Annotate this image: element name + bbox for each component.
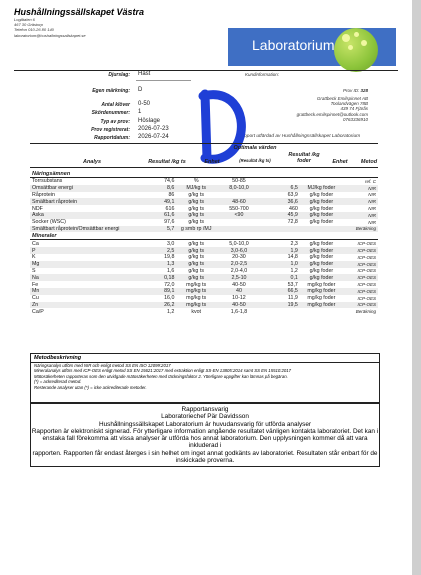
prov-id-value: 328 (360, 88, 368, 93)
cell-enhet: g/kg ts (188, 254, 204, 261)
col-header-optimala: Optimala värden (233, 145, 277, 151)
cell-enhet-foder (300, 308, 343, 315)
cell-enhet-foder: mg/kg foder (300, 302, 343, 309)
section-header (30, 170, 378, 178)
cell-resultat-ts: 61,6 (133, 212, 176, 219)
label-prov-registrerat: Prov registrerat: (91, 127, 130, 133)
cell-resultat-ts: 97,6 (164, 219, 175, 226)
cell-enhet: g/kg ts (176, 198, 216, 205)
value-prov-registrerat: 2026-07-23 (138, 126, 169, 132)
customer-line: grattbeck.emilspinnet@outlook.com (296, 111, 368, 117)
cell-optimala (216, 219, 262, 226)
cell-analys: Råprotein (32, 191, 55, 198)
cell-enhet-foder: g/kg foder (309, 254, 334, 261)
cell-optimala: 40-50 (232, 281, 246, 288)
cell-resultat-ts: 86 (168, 191, 175, 198)
customer-line: Toolandvägen 78B (330, 101, 368, 107)
lab-title: Laboratorium (252, 37, 335, 53)
cell-analys: Socker (WSC) (32, 219, 66, 226)
cell-optimala (216, 226, 262, 233)
cell-enhet-foder: g/kg foder (300, 261, 343, 268)
cell-enhet: mg/kg ts (176, 302, 216, 309)
cell-metod: Beräkning (343, 226, 378, 233)
customer-line: Grattbeck Emilspinnet AB (316, 96, 368, 101)
results-table (30, 170, 378, 315)
cell-resultat-foder (262, 178, 300, 185)
org-header (14, 7, 174, 38)
responsible-line: enstaka fall förekomma att vissa analyser är utförda hos annat laboratorium. Den upplysningen kommer då att vara inkluderad i (42, 435, 368, 450)
table-row (30, 226, 378, 233)
cell-enhet-foder (300, 178, 343, 185)
table-row (30, 185, 378, 192)
cell-resultat-foder: 460 (289, 205, 298, 212)
cell-resultat-foder: 36,6 (262, 198, 300, 205)
responsible-line: rapporten. Rapporten får endast återges i sin helhet om inget annat godkänts av laboratoriet. Resultaten står enbart för de (32, 449, 378, 457)
cell-metod: ref. C (364, 178, 376, 184)
cell-metod: ICP-OES (343, 247, 378, 254)
cell-resultat-ts: 89,1 (133, 288, 176, 295)
cell-resultat-foder: 53,7 (287, 281, 298, 288)
method-description-box (30, 353, 380, 403)
customer-address (240, 96, 368, 122)
cell-optimala: 2,5-10 (216, 274, 262, 281)
section-title: Näringsämnen (30, 170, 378, 178)
customer-line: 439 74 Fjärås (340, 106, 368, 112)
org-email: laboratorium@hushallningssallskapet.se (14, 32, 86, 38)
cell-enhet-foder: g/kg foder (309, 240, 334, 247)
table-top-rule (30, 143, 378, 144)
cell-resultat-ts: 1,3 (133, 261, 176, 268)
cell-optimala: 5,0-10,0 (229, 240, 249, 247)
cell-resultat-ts: 72,0 (164, 281, 175, 288)
label-rapportdatum: Rapportdatum: (94, 135, 130, 141)
cell-metod: Beräkning (355, 309, 376, 315)
cell-optimala: 40-50 (216, 302, 262, 309)
cell-resultat-foder: 1,0 (262, 261, 300, 268)
cell-resultat-foder: 72,8 (287, 219, 298, 226)
report-responsible-box (30, 403, 380, 467)
value-typ-av-prov: Höslage (138, 118, 161, 124)
cell-metod: NIR (368, 206, 376, 212)
cell-analys: Torrsubstans (32, 178, 63, 185)
cell-metod: NIR (368, 219, 376, 225)
cell-resultat-foder: 1,2 (290, 267, 298, 274)
cell-enhet: g/kg ts (188, 191, 204, 198)
cell-enhet: g/kg ts (188, 205, 204, 212)
cell-analys: Na (30, 274, 133, 281)
cell-resultat-ts: 5,7 (133, 226, 176, 233)
method-line: Näringsanalys utförs med NIR och enligt metod SS EN ISO 12099:2017 (34, 363, 171, 368)
cell-enhet-foder: g/kg foder (300, 274, 343, 281)
label-typ-av-prov: Typ av prov: (100, 119, 130, 125)
method-title: Metodbeskrivning (31, 354, 379, 363)
cell-enhet: kvot (191, 308, 202, 315)
table-row (30, 274, 378, 281)
table-row (30, 261, 378, 268)
cell-resultat-foder: 2,3 (290, 240, 298, 247)
handwritten-d-mark (195, 88, 250, 168)
org-phone: Telefon 010-26 80 140 (14, 27, 54, 33)
cell-optimala: 1,6-1,8 (230, 308, 248, 315)
cell-metod: ICP-OES (357, 295, 376, 301)
cell-resultat-foder: 6,5 (262, 185, 300, 192)
cell-resultat-ts: 49,1 (133, 198, 176, 205)
table-row (30, 254, 378, 261)
cell-enhet-foder: g/kg foder (300, 247, 343, 254)
label-antal-klover: Antal klöver (101, 102, 130, 108)
responsible-line: Rapporten är elektroniskt signerad. För ytterligare information angående resultatet vänligen kontakta laboratoriet. Det kan i (31, 427, 379, 435)
cell-metod: ICP-OES (343, 261, 378, 268)
cell-analys: Aska (30, 212, 133, 219)
cell-resultat-ts: 19,8 (164, 254, 175, 261)
cell-resultat-foder: 0,1 (262, 274, 300, 281)
cell-resultat-ts: 616 (165, 205, 175, 212)
cell-metod: ICP-OES (343, 302, 378, 309)
label-skordenummer: Skördenummer: (91, 110, 130, 116)
table-row (30, 308, 378, 315)
cell-enhet: g/kg ts (176, 261, 216, 268)
cell-enhet-foder: g/kg foder (309, 191, 334, 198)
cell-metod: ICP-OES (357, 241, 376, 247)
cell-optimala (216, 192, 262, 199)
value-skordenummer: 1 (138, 109, 142, 115)
cell-optimala: 40 (216, 288, 262, 295)
cell-resultat-ts: 2,5 (133, 247, 176, 254)
cell-analys: Ca/P (32, 308, 44, 315)
cell-enhet-foder (300, 226, 343, 233)
cell-resultat-ts: 8,6 (133, 185, 176, 192)
cell-enhet: g/kg ts (188, 240, 204, 247)
cell-resultat-foder (262, 226, 300, 233)
cell-resultat-ts: 26,2 (133, 302, 176, 309)
table-row (30, 295, 378, 302)
cell-optimala: 8,0-10,0 (216, 185, 262, 192)
cell-analys: Ca (32, 240, 39, 247)
cell-metod: NIR (343, 212, 378, 219)
cell-enhet: g/kg ts (176, 247, 216, 254)
cell-analys: Mn (30, 288, 133, 295)
table-row (30, 212, 378, 219)
cell-analys: Zn (30, 302, 133, 309)
cell-optimala: 48-60 (216, 198, 262, 205)
col-header-analys: Analys (82, 159, 102, 165)
cell-enhet-foder: g/kg foder (300, 212, 343, 219)
cell-enhet-foder: mg/kg foder (307, 295, 336, 302)
cell-resultat-foder: 1,9 (262, 247, 300, 254)
cell-enhet-foder: mg/kg foder (300, 288, 343, 295)
cell-analys: Mg (30, 261, 133, 268)
cell-resultat-foder (262, 308, 300, 315)
cell-optimala: 2,0-4,0 (230, 267, 248, 274)
org-name: Hushållningssällskapet Västra (14, 7, 145, 17)
table-row (30, 288, 378, 295)
value-egen-markning: D (138, 87, 143, 93)
prov-id-label: Prov ID: (342, 88, 360, 93)
cell-analys: Smältbart råprotein (30, 198, 133, 205)
cell-resultat-foder: 11,9 (287, 295, 298, 302)
cell-metod: ICP-OES (357, 282, 376, 288)
prov-id (270, 88, 368, 93)
section-header (30, 232, 378, 240)
cell-metod: ICP-OES (343, 274, 378, 281)
col-header-enhet2: Enhet (332, 159, 348, 165)
cell-resultat-ts: 3,0 (167, 240, 175, 247)
cell-resultat-ts: 1,6 (167, 267, 175, 274)
org-address-line: Logåtalen 6 (14, 17, 35, 22)
cell-enhet-foder: g/kg foder (300, 198, 343, 205)
method-line: (*) = ackrediterad metod. (34, 379, 82, 385)
cell-optimala: 10-12 (232, 295, 246, 302)
cell-enhet-foder: g/kg foder (309, 219, 334, 226)
cell-enhet: g/kg ts (176, 274, 216, 281)
cell-resultat-ts: 1,2 (167, 308, 175, 315)
cell-analys: Smältbart råprotein/Omsättbar energi (30, 226, 133, 233)
table-row (30, 240, 378, 247)
customer-info-label: Kundinformation: (245, 72, 280, 77)
method-line: Mineralanalys utförs med ICP-OES enligt metod SS EN 15621:2017 med extraktion enligt SS-EN 13805:2014 samt SS EN 15510:2017 (34, 368, 292, 374)
header-divider (14, 70, 398, 71)
cell-enhet: % (193, 178, 199, 185)
table-row (30, 198, 378, 205)
table-row (30, 178, 378, 185)
table-row (30, 219, 378, 226)
value-djurslag: Häst (138, 71, 151, 77)
value-antal-klover: 0-50 (138, 101, 151, 107)
cell-optimala: 550-700 (229, 205, 249, 212)
method-line: Resterande analyser utan (*) = icke ackrediterade metoder. (34, 384, 147, 390)
table-row (30, 247, 378, 254)
cell-resultat-foder: 63,9 (287, 191, 298, 198)
label-djurslag: Djurslag: (108, 72, 130, 78)
responsible-line: Laboratoriechef Pär Davidsson (161, 413, 249, 421)
cell-optimala: 20-30 (232, 254, 246, 261)
cell-resultat-foder: 19,5 (262, 302, 300, 309)
cell-analys: Fe (32, 281, 39, 288)
cell-analys: P (30, 247, 133, 254)
section-title: Mineraler (30, 232, 378, 240)
col-header-enhet: Enhet (204, 159, 220, 165)
cell-enhet-foder: MJ/kg foder (300, 185, 343, 192)
responsible-line: inskickade proverna. (175, 457, 235, 465)
cell-enhet: g/kg ts (188, 267, 204, 274)
col-header-resultat-foder: Resultat /kg foder (288, 152, 320, 164)
cell-analys: NDF (32, 205, 43, 212)
cell-optimala: <90 (216, 212, 262, 219)
cell-enhet: g/kg ts (188, 219, 204, 226)
method-line: Mätosäkerheten rapporteras som den utvidgade mätosäkerheten med täckningsfaktor 2. Ytterligare uppgifter kan lämnas på begäran. (34, 373, 288, 379)
cell-metod: NIR (343, 198, 378, 205)
page-edge (412, 0, 421, 575)
table-row (30, 192, 378, 199)
cell-enhet: mg/kg ts (176, 288, 216, 295)
col-header-metod: Metod (360, 159, 378, 165)
table-row (30, 302, 378, 309)
cell-optimala: 3,0-6,0 (216, 247, 262, 254)
responsible-line: Rapportansvarig (181, 406, 229, 413)
cell-enhet: g smb rp /MJ (176, 226, 216, 233)
responsible-line: Hushållningssällskapet Laboratorium är huvudansvarig för utförda analyser (98, 420, 312, 428)
cell-enhet: g/kg ts (176, 212, 216, 219)
cell-resultat-foder: 66,5 (262, 288, 300, 295)
table-row (30, 205, 378, 212)
cell-enhet-foder: mg/kg foder (307, 281, 336, 288)
cell-metod: ICP-OES (357, 254, 376, 260)
table-row (30, 268, 378, 275)
cell-metod: NIR (343, 185, 378, 192)
cell-enhet: mg/kg ts (186, 295, 207, 302)
cell-resultat-foder: 45,9 (262, 212, 300, 219)
table-row (30, 281, 378, 288)
cell-optimala: 50-85 (232, 178, 246, 185)
cell-analys: Cu (32, 295, 39, 302)
col-header-optimala-sub: (Resultat /kg ts) (239, 158, 271, 163)
cell-enhet-foder: g/kg foder (309, 267, 334, 274)
cell-enhet: mg/kg ts (186, 281, 207, 288)
cell-enhet-foder: g/kg foder (309, 205, 334, 212)
report-issued-note: Rapport utfärdad av Hushållningssällskapet Laboratorium (238, 134, 361, 139)
label-egen-markning: Egen märkning: (92, 88, 130, 94)
org-address-line: 467 30 Grästorp (14, 22, 43, 28)
lab-logo-icon (334, 28, 378, 72)
cell-enhet: MJ/kg ts (176, 185, 216, 192)
cell-resultat-foder: 14,8 (287, 254, 298, 261)
header-bottom-rule (30, 167, 378, 168)
cell-resultat-ts: 74,6 (164, 178, 175, 185)
cell-resultat-ts: 16,0 (164, 295, 175, 302)
cell-resultat-ts: 0,18 (133, 274, 176, 281)
col-header-resultat-ts: Resultat /kg ts (148, 159, 186, 165)
value-rapportdatum: 2026-07-24 (138, 134, 169, 140)
cell-metod: NIR (368, 192, 376, 198)
customer-line: 0763336910 (342, 116, 368, 122)
cell-analys: S (32, 267, 36, 274)
cell-analys: Omsättbar energi (30, 185, 133, 192)
cell-optimala: 2,0-2,5 (216, 261, 262, 268)
cell-analys: K (32, 254, 36, 261)
cell-metod: ICP-OES (357, 268, 376, 274)
cell-metod: ICP-OES (343, 288, 378, 295)
